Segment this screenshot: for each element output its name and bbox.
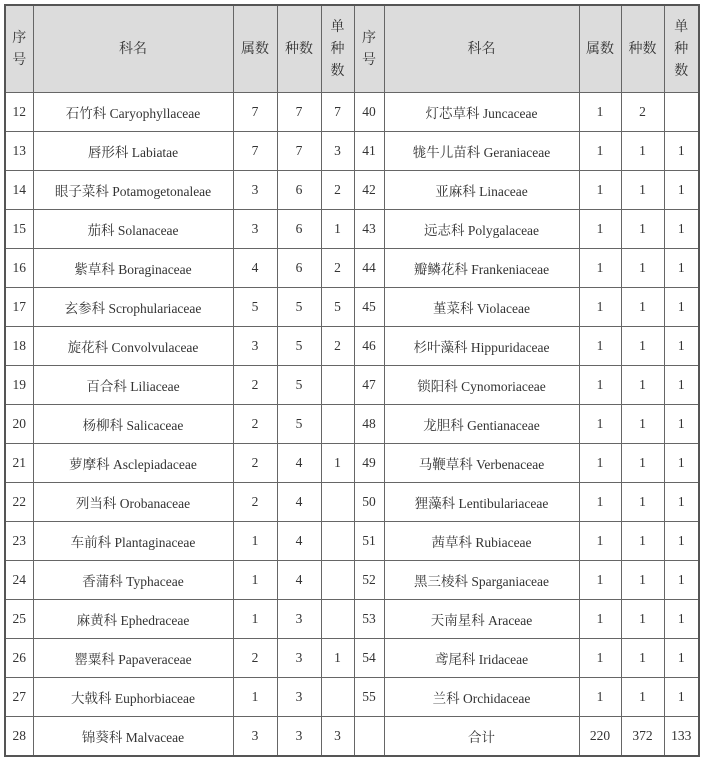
- right-species-cell: 1: [621, 366, 664, 405]
- left-seq-cell: 15: [5, 210, 33, 249]
- left-seq-cell: 21: [5, 444, 33, 483]
- left-mono-cell: [321, 678, 354, 717]
- left-genera-cell: 2: [233, 366, 277, 405]
- right-species-cell: 372: [621, 717, 664, 757]
- right-genera-cell: 220: [579, 717, 621, 757]
- right-mono-cell: 1: [664, 600, 699, 639]
- right-species-cell: 1: [621, 444, 664, 483]
- header-genera: 属数: [233, 5, 277, 93]
- left-seq-cell: 27: [5, 678, 33, 717]
- table-row: [5, 678, 699, 717]
- table-body: [5, 93, 699, 757]
- right-mono-cell: 1: [664, 483, 699, 522]
- left-seq-cell: 12: [5, 93, 33, 132]
- left-family-cell: 大戟科 Euphorbiaceae: [33, 678, 233, 717]
- right-mono-cell: 1: [664, 444, 699, 483]
- left-mono-cell: [321, 405, 354, 444]
- left-seq-cell: 17: [5, 288, 33, 327]
- left-mono-cell: [321, 600, 354, 639]
- left-genera-cell: 2: [233, 639, 277, 678]
- right-family-cell: 狸藻科 Lentibulariaceae: [384, 483, 579, 522]
- left-species-cell: 5: [277, 366, 321, 405]
- right-mono-cell: 1: [664, 405, 699, 444]
- left-species-cell: 3: [277, 678, 321, 717]
- left-species-cell: 4: [277, 561, 321, 600]
- right-seq-cell: 40: [354, 93, 384, 132]
- table-row: [5, 132, 699, 171]
- table-row: [5, 327, 699, 366]
- left-genera-cell: 1: [233, 522, 277, 561]
- right-family-cell: 远志科 Polygalaceae: [384, 210, 579, 249]
- right-family-cell: 牻牛儿苗科 Geraniaceae: [384, 132, 579, 171]
- right-genera-cell: 1: [579, 639, 621, 678]
- left-family-cell: 萝摩科 Asclepiadaceae: [33, 444, 233, 483]
- left-mono-cell: 2: [321, 327, 354, 366]
- left-species-cell: 4: [277, 483, 321, 522]
- right-family-cell: 黑三棱科 Sparganiaceae: [384, 561, 579, 600]
- left-species-cell: 7: [277, 132, 321, 171]
- table-row: [5, 600, 699, 639]
- right-genera-cell: 1: [579, 288, 621, 327]
- right-species-cell: 1: [621, 522, 664, 561]
- table-row: [5, 522, 699, 561]
- right-family-cell: 鸢尾科 Iridaceae: [384, 639, 579, 678]
- left-species-cell: 6: [277, 210, 321, 249]
- left-family-cell: 杨柳科 Salicaceae: [33, 405, 233, 444]
- right-family-cell: 锁阳科 Cynomoriaceae: [384, 366, 579, 405]
- left-genera-cell: 7: [233, 132, 277, 171]
- right-genera-cell: 1: [579, 210, 621, 249]
- right-family-cell: 龙胆科 Gentianaceae: [384, 405, 579, 444]
- right-family-cell: 瓣鳞花科 Frankeniaceae: [384, 249, 579, 288]
- right-seq-cell: 52: [354, 561, 384, 600]
- left-genera-cell: 3: [233, 210, 277, 249]
- family-statistics-table: [4, 4, 700, 757]
- header-family: 科名: [33, 5, 233, 93]
- left-mono-cell: 5: [321, 288, 354, 327]
- right-species-cell: 1: [621, 171, 664, 210]
- right-mono-cell: 1: [664, 678, 699, 717]
- right-seq-cell: 46: [354, 327, 384, 366]
- right-family-cell: 兰科 Orchidaceae: [384, 678, 579, 717]
- right-seq-cell: 55: [354, 678, 384, 717]
- table-row: [5, 366, 699, 405]
- right-family-cell: 堇菜科 Violaceae: [384, 288, 579, 327]
- left-species-cell: 4: [277, 444, 321, 483]
- left-seq-cell: 13: [5, 132, 33, 171]
- right-seq-cell: [354, 717, 384, 757]
- right-mono-cell: 133: [664, 717, 699, 757]
- right-family-cell: 灯芯草科 Juncaceae: [384, 93, 579, 132]
- left-genera-cell: 2: [233, 444, 277, 483]
- left-family-cell: 茄科 Solanaceae: [33, 210, 233, 249]
- left-species-cell: 6: [277, 171, 321, 210]
- right-species-cell: 1: [621, 249, 664, 288]
- left-species-cell: 6: [277, 249, 321, 288]
- table-row: [5, 288, 699, 327]
- left-mono-cell: 1: [321, 210, 354, 249]
- right-family-cell: 合计: [384, 717, 579, 757]
- left-mono-cell: 2: [321, 171, 354, 210]
- right-species-cell: 1: [621, 288, 664, 327]
- left-family-cell: 唇形科 Labiatae: [33, 132, 233, 171]
- header-genera-right: 属数: [579, 5, 621, 93]
- left-seq-cell: 18: [5, 327, 33, 366]
- left-family-cell: 罂粟科 Papaveraceae: [33, 639, 233, 678]
- left-mono-cell: 3: [321, 132, 354, 171]
- right-family-cell: 亚麻科 Linaceae: [384, 171, 579, 210]
- left-genera-cell: 5: [233, 288, 277, 327]
- right-genera-cell: 1: [579, 600, 621, 639]
- left-family-cell: 眼子菜科 Potamogetonaleae: [33, 171, 233, 210]
- right-species-cell: 1: [621, 483, 664, 522]
- left-mono-cell: 1: [321, 444, 354, 483]
- left-family-cell: 锦葵科 Malvaceae: [33, 717, 233, 757]
- left-species-cell: 7: [277, 93, 321, 132]
- right-species-cell: 1: [621, 327, 664, 366]
- left-mono-cell: 2: [321, 249, 354, 288]
- header-family-right: 科名: [384, 5, 579, 93]
- left-seq-cell: 28: [5, 717, 33, 757]
- table-row: [5, 561, 699, 600]
- left-family-cell: 紫草科 Boraginaceae: [33, 249, 233, 288]
- left-species-cell: 3: [277, 600, 321, 639]
- table-row: [5, 444, 699, 483]
- right-species-cell: 1: [621, 639, 664, 678]
- right-mono-cell: 1: [664, 171, 699, 210]
- left-family-cell: 车前科 Plantaginaceae: [33, 522, 233, 561]
- right-mono-cell: 1: [664, 327, 699, 366]
- right-mono-cell: 1: [664, 639, 699, 678]
- left-family-cell: 玄参科 Scrophulariaceae: [33, 288, 233, 327]
- left-genera-cell: 1: [233, 561, 277, 600]
- left-species-cell: 4: [277, 522, 321, 561]
- left-genera-cell: 3: [233, 171, 277, 210]
- right-mono-cell: 1: [664, 249, 699, 288]
- right-mono-cell: 1: [664, 366, 699, 405]
- right-mono-cell: [664, 93, 699, 132]
- right-genera-cell: 1: [579, 561, 621, 600]
- table-row: [5, 483, 699, 522]
- right-seq-cell: 48: [354, 405, 384, 444]
- right-seq-cell: 50: [354, 483, 384, 522]
- right-seq-cell: 41: [354, 132, 384, 171]
- table-row: [5, 93, 699, 132]
- left-genera-cell: 2: [233, 405, 277, 444]
- header-species: 种数: [277, 5, 321, 93]
- left-seq-cell: 14: [5, 171, 33, 210]
- left-genera-cell: 4: [233, 249, 277, 288]
- right-mono-cell: 1: [664, 522, 699, 561]
- header-seq-right: 序号: [354, 5, 384, 93]
- right-species-cell: 1: [621, 561, 664, 600]
- left-family-cell: 旋花科 Convolvulaceae: [33, 327, 233, 366]
- right-species-cell: 1: [621, 132, 664, 171]
- right-genera-cell: 1: [579, 678, 621, 717]
- left-seq-cell: 20: [5, 405, 33, 444]
- right-seq-cell: 42: [354, 171, 384, 210]
- right-mono-cell: 1: [664, 210, 699, 249]
- left-seq-cell: 24: [5, 561, 33, 600]
- left-family-cell: 百合科 Liliaceae: [33, 366, 233, 405]
- right-species-cell: 1: [621, 678, 664, 717]
- left-species-cell: 5: [277, 405, 321, 444]
- left-genera-cell: 2: [233, 483, 277, 522]
- right-genera-cell: 1: [579, 132, 621, 171]
- left-mono-cell: [321, 561, 354, 600]
- left-seq-cell: 16: [5, 249, 33, 288]
- right-mono-cell: 1: [664, 561, 699, 600]
- left-genera-cell: 1: [233, 600, 277, 639]
- left-genera-cell: 7: [233, 93, 277, 132]
- right-seq-cell: 51: [354, 522, 384, 561]
- left-seq-cell: 26: [5, 639, 33, 678]
- left-family-cell: 香蒲科 Typhaceae: [33, 561, 233, 600]
- left-seq-cell: 19: [5, 366, 33, 405]
- left-seq-cell: 25: [5, 600, 33, 639]
- table-row: [5, 405, 699, 444]
- left-species-cell: 5: [277, 288, 321, 327]
- left-family-cell: 列当科 Orobanaceae: [33, 483, 233, 522]
- right-genera-cell: 1: [579, 405, 621, 444]
- right-seq-cell: 49: [354, 444, 384, 483]
- left-genera-cell: 3: [233, 717, 277, 757]
- right-family-cell: 马鞭草科 Verbenaceae: [384, 444, 579, 483]
- right-genera-cell: 1: [579, 327, 621, 366]
- table-row: [5, 639, 699, 678]
- left-mono-cell: 3: [321, 717, 354, 757]
- right-species-cell: 1: [621, 600, 664, 639]
- table-row: [5, 249, 699, 288]
- left-family-cell: 麻黄科 Ephedraceae: [33, 600, 233, 639]
- left-species-cell: 3: [277, 639, 321, 678]
- right-genera-cell: 1: [579, 171, 621, 210]
- right-species-cell: 1: [621, 405, 664, 444]
- right-genera-cell: 1: [579, 93, 621, 132]
- header-row: [5, 5, 699, 93]
- right-mono-cell: 1: [664, 288, 699, 327]
- left-species-cell: 3: [277, 717, 321, 757]
- left-mono-cell: 7: [321, 93, 354, 132]
- right-seq-cell: 47: [354, 366, 384, 405]
- right-family-cell: 茜草科 Rubiaceae: [384, 522, 579, 561]
- right-seq-cell: 43: [354, 210, 384, 249]
- left-family-cell: 石竹科 Caryophyllaceae: [33, 93, 233, 132]
- right-genera-cell: 1: [579, 522, 621, 561]
- left-genera-cell: 1: [233, 678, 277, 717]
- header-species-right: 种数: [621, 5, 664, 93]
- right-seq-cell: 44: [354, 249, 384, 288]
- right-genera-cell: 1: [579, 249, 621, 288]
- left-mono-cell: [321, 483, 354, 522]
- left-mono-cell: [321, 522, 354, 561]
- right-seq-cell: 54: [354, 639, 384, 678]
- left-mono-cell: 1: [321, 639, 354, 678]
- header-seq: 序号: [5, 5, 33, 93]
- header-mono-right: 单种数: [664, 5, 699, 93]
- right-genera-cell: 1: [579, 366, 621, 405]
- right-mono-cell: 1: [664, 132, 699, 171]
- right-family-cell: 杉叶藻科 Hippuridaceae: [384, 327, 579, 366]
- left-species-cell: 5: [277, 327, 321, 366]
- right-seq-cell: 45: [354, 288, 384, 327]
- right-species-cell: 1: [621, 210, 664, 249]
- left-seq-cell: 23: [5, 522, 33, 561]
- table-row: [5, 210, 699, 249]
- table-row: [5, 171, 699, 210]
- right-seq-cell: 53: [354, 600, 384, 639]
- right-species-cell: 2: [621, 93, 664, 132]
- left-mono-cell: [321, 366, 354, 405]
- right-genera-cell: 1: [579, 483, 621, 522]
- left-seq-cell: 22: [5, 483, 33, 522]
- left-genera-cell: 3: [233, 327, 277, 366]
- right-genera-cell: 1: [579, 444, 621, 483]
- header-mono: 单种数: [321, 5, 354, 93]
- table-row: [5, 717, 699, 757]
- right-family-cell: 天南星科 Araceae: [384, 600, 579, 639]
